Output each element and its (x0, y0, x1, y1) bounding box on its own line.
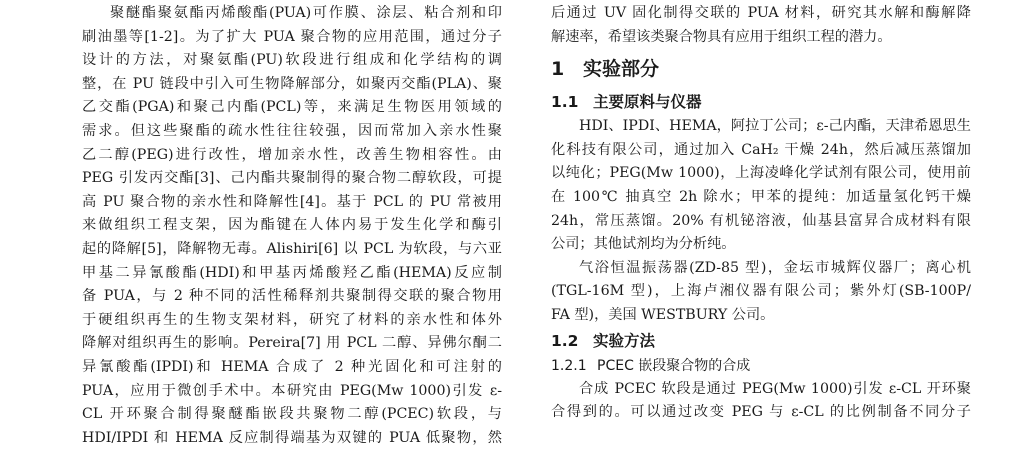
text-line: 气浴恒温振荡器(ZD-85 型)，金坛市城辉仪器厂；离心机 (579, 259, 971, 276)
text-line: 来做组织工程支架，因为酯键在人体内易于发生化学和酶引 (82, 217, 502, 234)
text-line: 公司；其他试剂均为分析纯。 (551, 236, 736, 253)
text-line: 起的降解[5]，降解物无毒。Alishiri[6] 以 PCL 为软段，与六亚 (82, 240, 502, 257)
text-line: HDI/IPDI 和 HEMA 反应制得端基为双键的 PUA 低聚物，然 (82, 429, 502, 446)
text-line: 于硬组织再生的生物支架材料，研究了材料的亲水性和体外 (82, 311, 502, 328)
subsection-title: 实验方法 (593, 331, 656, 350)
text-line: 合得到的。可以通过改变 PEG 与 ε-CL 的比例制备不同分子 (551, 404, 971, 421)
text-line: (TGL-16M 型)，上海卢湘仪器有限公司；紫外灯(SB-100P/ (551, 283, 971, 300)
subsection-number: 1.1 (551, 93, 579, 112)
left-column (82, 2, 502, 450)
section-heading (551, 49, 971, 89)
text-line: 设计的方法，对聚氨酯(PU)软段进行组成和化学结构的调 (82, 52, 502, 69)
text-line: 降解对组织再生的影响。Pereira[7] 用 PCL 二醇、异佛尔酮二 (82, 335, 502, 352)
text-line: 24h，常压蒸馏。20% 有机铋溶液，仙基县富昇合成材料有限 (551, 212, 971, 229)
text-line: 甲基二异氰酸酯(HDI)和甲基丙烯酸羟乙酯(HEMA)反应制 (82, 264, 502, 281)
right-column (551, 2, 971, 425)
text-line: 乙二醇(PEG)进行改性，增加亲水性，改善生物相容性。由 (82, 146, 502, 163)
text-line: 整，在 PU 链段中引入可生物降解部分，如聚丙交酯(PLA)、聚 (82, 75, 502, 92)
text-line: 刷油墨等[1-2]。为了扩大 PUA 聚合物的应用范围，通过分子 (82, 28, 502, 45)
text-line: 需求。但这些聚酯的疏水性往往较强，因而常加入亲水性聚 (82, 122, 502, 139)
subsection-heading (551, 89, 971, 115)
text-line: 高 PU 聚合物的亲水性和降解性[4]。基于 PCL 的 PU 常被用 (82, 193, 502, 210)
text-line: 解速率，希望该类聚合物具有应用于组织工程的潜力。 (551, 28, 892, 45)
text-line: 合成 PCEC 软段是通过 PEG(Mw 1000)引发 ε-CL 开环聚 (579, 380, 971, 397)
text-line: PEG 引发丙交酯[3]、己内酯共聚制得的聚合物二醇软段，可提 (82, 170, 502, 187)
subsubsection-heading (551, 354, 971, 378)
subsection-heading (551, 328, 971, 354)
text-line: 在 100℃ 抽真空 2h 除水；甲苯的提纯：加适量氢化钙干燥 (551, 188, 971, 205)
text-line: 聚醚酯聚氨酯丙烯酸酯(PUA)可作膜、涂层、粘合剂和印 (110, 5, 502, 21)
text-line: HDI、IPDI、HEMA，阿拉丁公司；ε-己内酯，天津希恩思生 (579, 118, 971, 135)
text-line: 后通过 UV 固化制得交联的 PUA 材料，研究其水解和酶解降 (551, 5, 971, 21)
text-line: 乙交酯(PGA)和聚己内酯(PCL)等，来满足生物医用领域的 (82, 99, 502, 116)
subsubsection-title: PCEC 嵌段聚合物的合成 (597, 357, 751, 374)
text-line: FA 型)，美国 WESTBURY 公司。 (551, 306, 775, 323)
text-line: 备 PUA，与 2 种不同的活性稀释剂共聚制得交联的聚合物用 (82, 288, 502, 305)
section-number: 1 (551, 58, 565, 81)
text-line: 异氰酸酯(IPDI)和 HEMA 合成了 2 种光固化和可注射的 (82, 358, 502, 375)
text-line: 以纯化；PEG(Mw 1000)，上海凌峰化学试剂有限公司，使用前 (551, 165, 971, 182)
subsection-title: 主要原料与仪器 (593, 93, 702, 112)
text-line: PUA，应用于微创手术中。本研究由 PEG(Mw 1000)引发 ε- (82, 382, 502, 399)
subsection-number: 1.2 (551, 331, 579, 350)
text-line: 化科技有限公司，通过加入 CaH₂ 干燥 24h，然后减压蒸馏加 (551, 141, 971, 158)
section-title: 实验部分 (583, 58, 660, 81)
subsubsection-number: 1.2.1 (551, 357, 587, 374)
text-line: CL 开环聚合制得聚醚酯嵌段共聚物二醇(PCEC)软段，与 (82, 406, 502, 423)
